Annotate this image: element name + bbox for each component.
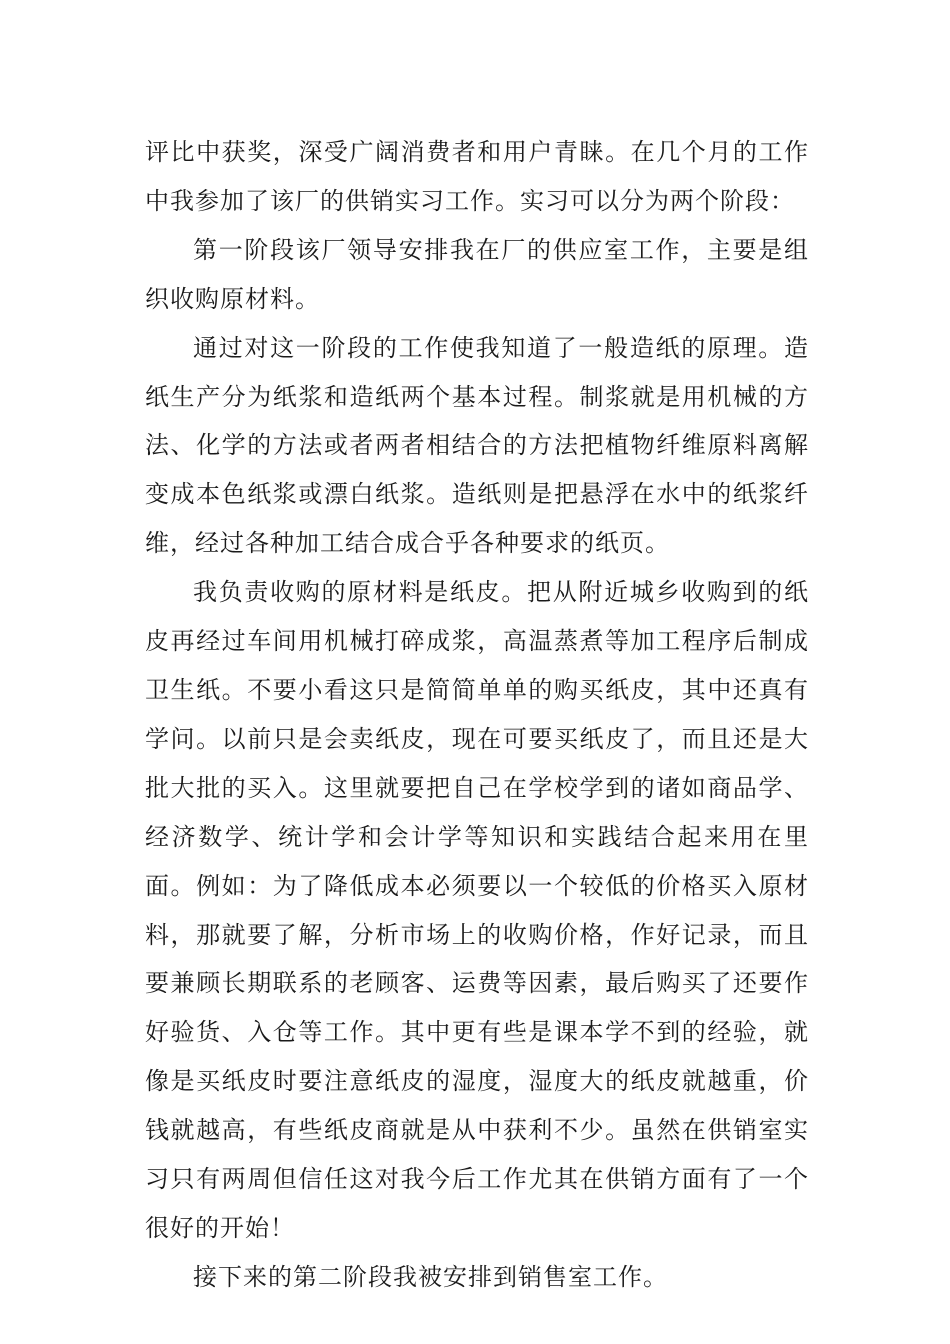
- paragraph-1: 评比中获奖，深受广阔消费者和用户青睐。在几个月的工作中我参加了该厂的供销实习工作。实习可以分为两个阶段：: [145, 138, 809, 215]
- paragraph-2: 第一阶段该厂领导安排我在厂的供应室工作，主要是组织收购原材料。: [145, 235, 809, 313]
- paragraph-3: 通过对这一阶段的工作使我知道了一般造纸的原理。造纸生产分为纸浆和造纸两个基本过程。制浆就是用机械的方法、化学的方法或者两者相结合的方法把植物纤维原料离解变成本色纸浆或漂白纸浆。造纸则是把悬浮在水中的纸浆纤维，经过各种加工结合成合乎各种要求的纸页。: [145, 333, 809, 558]
- paragraph-4: 我负责收购的原材料是纸皮。把从附近城乡收购到的纸皮再经过车间用机械打碎成浆，高温蒸煮等加工程序后制成卫生纸。不要小看这只是简简单单的购买纸皮，其中还真有学问。以前只是会卖纸皮，现在可要买纸皮了，而且还是大批大批的买入。这里就要把自己在学校学到的诸如商品学、经济数学、统计学和会计学等知识和实践结合起来用在里面。例如：为了降低成本必须要以一个较低的价格买入原材料，那就要了解，分析市场上的收购价格，作好记录，而且要兼顾长期联系的老顾客、运费等因素，最后购买了还要作好验货、入仓等工作。其中更有些是课本学不到的经验，就像是买纸皮时要注意纸皮的湿度，湿度大的纸皮就越重，价钱就越高，有些纸皮商就是从中获利不少。虽然在供销室实习只有两周但信任这对我今后工作尤其在供销方面有了一个很好的开始！: [145, 578, 809, 1242]
- document-body: [145, 128, 809, 1302]
- paragraph-5: 接下来的第二阶段我被安排到销售室工作。: [193, 1262, 668, 1291]
